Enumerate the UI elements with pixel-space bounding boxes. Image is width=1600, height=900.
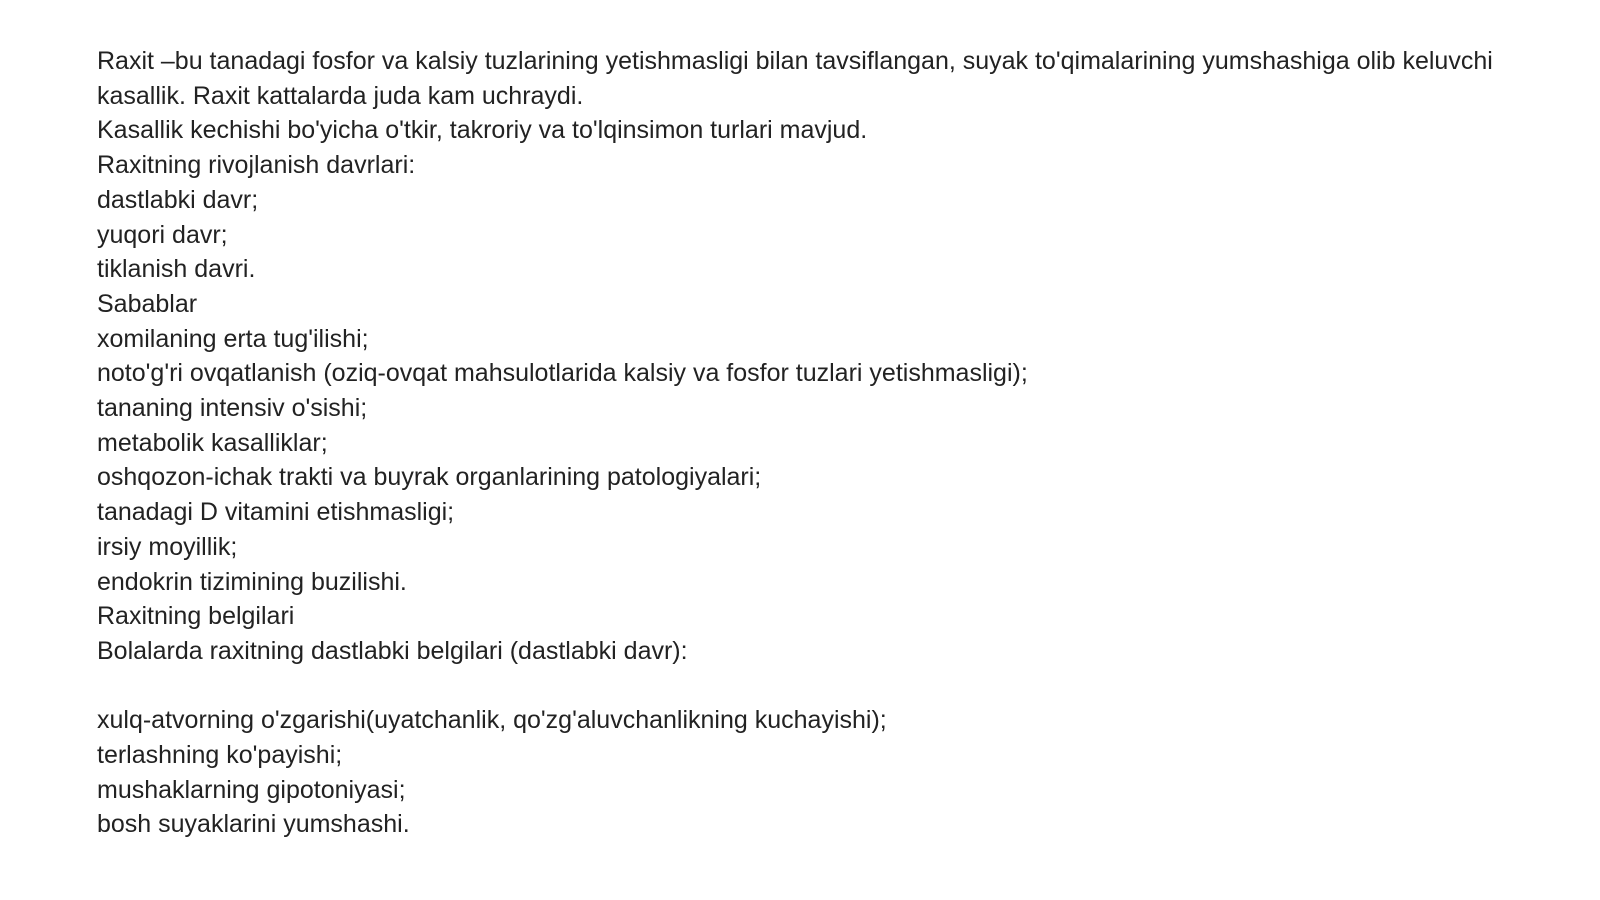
cause-item: oshqozon-ichak trakti va buyrak organlarining patologiyalari; <box>97 463 762 492</box>
intro-paragraph: Raxit –bu tanadagi fosfor va kalsiy tuzlarining yetishmasligi bilan tavsiflangan, suyak to'qimalarining yumshashiga olib keluvchi kasallik. Raxit kattalarda juda kam uchraydi. <box>97 47 1493 110</box>
cause-item: endokrin tizimining buzilishi. <box>97 567 407 596</box>
cause-item: xomilaning erta tug'ilishi; <box>97 324 369 353</box>
types-line: Kasallik kechishi bo'yicha o'tkir, takroriy va to'lqinsimon turlari mavjud. <box>97 116 868 145</box>
signs-heading: Raxitning belgilari <box>97 602 295 631</box>
sign-item: terlashning ko'payishi; <box>97 741 343 770</box>
sign-item: mushaklarning gipotoniyasi; <box>97 775 406 804</box>
cause-item: metabolik kasalliklar; <box>97 428 328 457</box>
cause-item: tananing intensiv o'sishi; <box>97 394 368 423</box>
period-item: tiklanish davri. <box>97 255 256 284</box>
period-item: dastlabki davr; <box>97 185 259 214</box>
blank-line <box>97 669 1537 704</box>
early-signs-heading: Bolalarda raxitning dastlabki belgilari (dastlabki davr): <box>97 636 688 665</box>
causes-heading: Sabablar <box>97 289 198 318</box>
sign-item: bosh suyaklarini yumshashi. <box>97 810 410 839</box>
cause-item: tanadagi D vitamini etishmasligi; <box>97 498 455 527</box>
periods-heading: Raxitning rivojlanish davrlari: <box>97 151 416 180</box>
sign-item: xulq-atvorning o'zgarishi(uyatchanlik, qo'zg'aluvchanlikning kuchayishi); <box>97 706 887 735</box>
text-body <box>97 44 1537 842</box>
period-item: yuqori davr; <box>97 220 228 249</box>
cause-item: noto'g'ri ovqatlanish (oziq-ovqat mahsulotlarida kalsiy va fosfor tuzlari yetishmasligi); <box>97 359 1028 388</box>
cause-item: irsiy moyillik; <box>97 532 238 561</box>
